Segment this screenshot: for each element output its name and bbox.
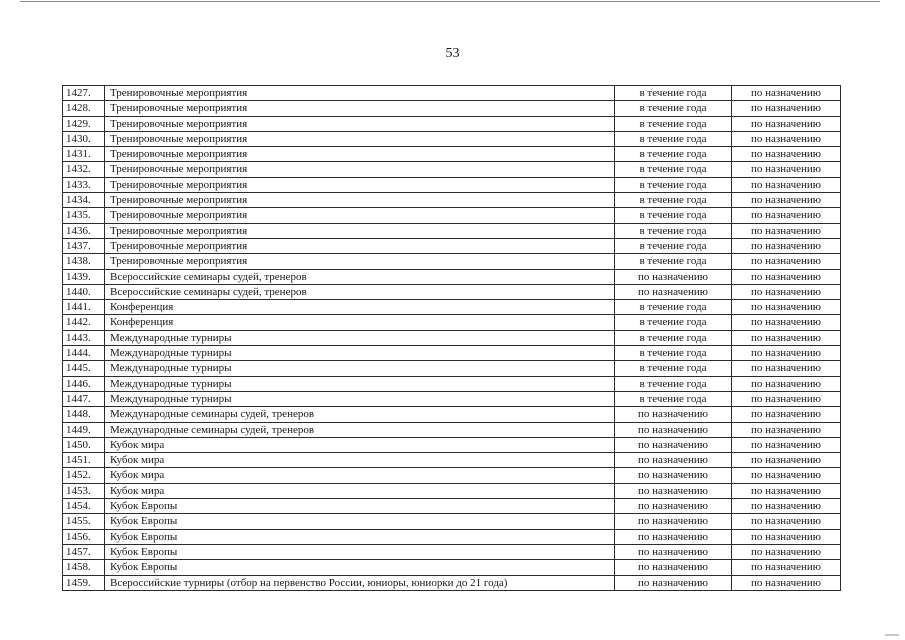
event-period: в течение года — [615, 162, 732, 177]
event-period: по назначению — [615, 422, 732, 437]
top-edge-rule — [20, 1, 880, 2]
event-name: Кубок мира — [105, 437, 615, 452]
table-row — [63, 499, 841, 514]
event-name: Кубок мира — [105, 468, 615, 483]
event-name: Всероссийские семинары судей, тренеров — [105, 284, 615, 299]
event-name: Международные турниры — [105, 361, 615, 376]
row-number: 1432. — [63, 162, 105, 177]
event-name: Всероссийские семинары судей, тренеров — [105, 269, 615, 284]
event-name: Кубок Европы — [105, 499, 615, 514]
row-number: 1441. — [63, 300, 105, 315]
scan-mark — [885, 634, 899, 636]
table-row — [63, 544, 841, 559]
event-place: по назначению — [732, 346, 841, 361]
event-place: по назначению — [732, 529, 841, 544]
table-row — [63, 162, 841, 177]
event-place: по назначению — [732, 514, 841, 529]
event-period: в течение года — [615, 86, 732, 101]
event-place: по назначению — [732, 177, 841, 192]
row-number: 1430. — [63, 131, 105, 146]
row-number: 1439. — [63, 269, 105, 284]
event-name: Тренировочные мероприятия — [105, 223, 615, 238]
row-number: 1450. — [63, 437, 105, 452]
table-row — [63, 391, 841, 406]
event-name: Тренировочные мероприятия — [105, 116, 615, 131]
row-number: 1458. — [63, 560, 105, 575]
event-period: в течение года — [615, 391, 732, 406]
event-period: в течение года — [615, 376, 732, 391]
event-place: по назначению — [732, 300, 841, 315]
event-name: Международные турниры — [105, 330, 615, 345]
event-place: по назначению — [732, 162, 841, 177]
event-name: Тренировочные мероприятия — [105, 238, 615, 253]
event-place: по назначению — [732, 483, 841, 498]
event-period: в течение года — [615, 330, 732, 345]
row-number: 1452. — [63, 468, 105, 483]
row-number: 1440. — [63, 284, 105, 299]
row-number: 1427. — [63, 86, 105, 101]
event-period: по назначению — [615, 529, 732, 544]
table-row — [63, 116, 841, 131]
event-period: в течение года — [615, 346, 732, 361]
table-row — [63, 193, 841, 208]
event-name: Конференция — [105, 300, 615, 315]
row-number: 1451. — [63, 453, 105, 468]
row-number: 1456. — [63, 529, 105, 544]
event-place: по назначению — [732, 560, 841, 575]
row-number: 1446. — [63, 376, 105, 391]
event-name: Тренировочные мероприятия — [105, 131, 615, 146]
event-place: по назначению — [732, 315, 841, 330]
event-name: Международные турниры — [105, 376, 615, 391]
table-row — [63, 269, 841, 284]
table-row — [63, 208, 841, 223]
event-period: в течение года — [615, 101, 732, 116]
table-row — [63, 101, 841, 116]
table-row — [63, 223, 841, 238]
event-period: в течение года — [615, 223, 732, 238]
event-place: по назначению — [732, 223, 841, 238]
event-place: по назначению — [732, 131, 841, 146]
event-name: Конференция — [105, 315, 615, 330]
table-row — [63, 315, 841, 330]
event-name: Кубок мира — [105, 453, 615, 468]
row-number: 1428. — [63, 101, 105, 116]
table-row — [63, 131, 841, 146]
event-name: Тренировочные мероприятия — [105, 86, 615, 101]
event-period: в течение года — [615, 300, 732, 315]
event-period: в течение года — [615, 116, 732, 131]
event-period: по назначению — [615, 544, 732, 559]
event-name: Тренировочные мероприятия — [105, 177, 615, 192]
row-number: 1459. — [63, 575, 105, 590]
table-row — [63, 300, 841, 315]
event-place: по назначению — [732, 116, 841, 131]
event-place: по назначению — [732, 437, 841, 452]
table-row — [63, 437, 841, 452]
event-name: Тренировочные мероприятия — [105, 193, 615, 208]
event-place: по назначению — [732, 254, 841, 269]
event-name: Тренировочные мероприятия — [105, 254, 615, 269]
table-row — [63, 147, 841, 162]
event-place: по назначению — [732, 407, 841, 422]
table-row — [63, 514, 841, 529]
row-number: 1448. — [63, 407, 105, 422]
event-name: Международные турниры — [105, 391, 615, 406]
event-period: в течение года — [615, 193, 732, 208]
event-place: по назначению — [732, 86, 841, 101]
event-period: по назначению — [615, 284, 732, 299]
row-number: 1443. — [63, 330, 105, 345]
event-period: в течение года — [615, 147, 732, 162]
event-period: в течение года — [615, 254, 732, 269]
event-name: Международные турниры — [105, 346, 615, 361]
event-period: в течение года — [615, 208, 732, 223]
event-place: по назначению — [732, 284, 841, 299]
event-period: по назначению — [615, 437, 732, 452]
event-name: Тренировочные мероприятия — [105, 101, 615, 116]
row-number: 1454. — [63, 499, 105, 514]
event-place: по назначению — [732, 376, 841, 391]
page-number: 53 — [445, 46, 460, 61]
event-name: Тренировочные мероприятия — [105, 162, 615, 177]
event-place: по назначению — [732, 361, 841, 376]
event-period: по назначению — [615, 453, 732, 468]
table-row — [63, 529, 841, 544]
table-row — [63, 483, 841, 498]
table-row — [63, 560, 841, 575]
table-row — [63, 453, 841, 468]
event-period: по назначению — [615, 269, 732, 284]
event-period: по назначению — [615, 468, 732, 483]
events-table-body — [63, 86, 841, 591]
table-row — [63, 468, 841, 483]
event-place: по назначению — [732, 544, 841, 559]
row-number: 1431. — [63, 147, 105, 162]
table-row — [63, 346, 841, 361]
row-number: 1455. — [63, 514, 105, 529]
event-name: Кубок мира — [105, 483, 615, 498]
row-number: 1435. — [63, 208, 105, 223]
table-row — [63, 177, 841, 192]
table-row — [63, 407, 841, 422]
event-name: Тренировочные мероприятия — [105, 208, 615, 223]
row-number: 1438. — [63, 254, 105, 269]
event-name: Международные семинары судей, тренеров — [105, 407, 615, 422]
event-place: по назначению — [732, 453, 841, 468]
table-row — [63, 330, 841, 345]
row-number: 1429. — [63, 116, 105, 131]
event-place: по назначению — [732, 468, 841, 483]
event-name: Кубок Европы — [105, 544, 615, 559]
event-period: в течение года — [615, 177, 732, 192]
event-place: по назначению — [732, 330, 841, 345]
event-period: по назначению — [615, 407, 732, 422]
row-number: 1447. — [63, 391, 105, 406]
event-period: по назначению — [615, 560, 732, 575]
row-number: 1453. — [63, 483, 105, 498]
event-place: по назначению — [732, 391, 841, 406]
event-place: по назначению — [732, 575, 841, 590]
table-row — [63, 284, 841, 299]
event-place: по назначению — [732, 499, 841, 514]
event-period: по назначению — [615, 514, 732, 529]
event-period: в течение года — [615, 315, 732, 330]
event-period: по назначению — [615, 499, 732, 514]
event-name: Кубок Европы — [105, 560, 615, 575]
table-row — [63, 575, 841, 590]
row-number: 1457. — [63, 544, 105, 559]
event-name: Тренировочные мероприятия — [105, 147, 615, 162]
event-place: по назначению — [732, 147, 841, 162]
event-place: по назначению — [732, 422, 841, 437]
event-place: по назначению — [732, 101, 841, 116]
event-place: по назначению — [732, 208, 841, 223]
row-number: 1436. — [63, 223, 105, 238]
table-row — [63, 376, 841, 391]
row-number: 1449. — [63, 422, 105, 437]
row-number: 1442. — [63, 315, 105, 330]
event-name: Всероссийские турниры (отбор на первенство России, юниоры, юниорки до 21 года) — [105, 575, 615, 590]
table-row — [63, 238, 841, 253]
row-number: 1434. — [63, 193, 105, 208]
event-name: Кубок Европы — [105, 529, 615, 544]
event-name: Кубок Европы — [105, 514, 615, 529]
event-place: по назначению — [732, 269, 841, 284]
row-number: 1445. — [63, 361, 105, 376]
table-row — [63, 422, 841, 437]
event-period: по назначению — [615, 575, 732, 590]
event-period: по назначению — [615, 483, 732, 498]
event-period: в течение года — [615, 131, 732, 146]
event-place: по назначению — [732, 193, 841, 208]
row-number: 1437. — [63, 238, 105, 253]
event-period: в течение года — [615, 361, 732, 376]
table-row — [63, 361, 841, 376]
event-place: по назначению — [732, 238, 841, 253]
table-row — [63, 254, 841, 269]
row-number: 1433. — [63, 177, 105, 192]
event-name: Международные семинары судей, тренеров — [105, 422, 615, 437]
row-number: 1444. — [63, 346, 105, 361]
event-period: в течение года — [615, 238, 732, 253]
events-table — [62, 85, 841, 591]
table-row — [63, 86, 841, 101]
